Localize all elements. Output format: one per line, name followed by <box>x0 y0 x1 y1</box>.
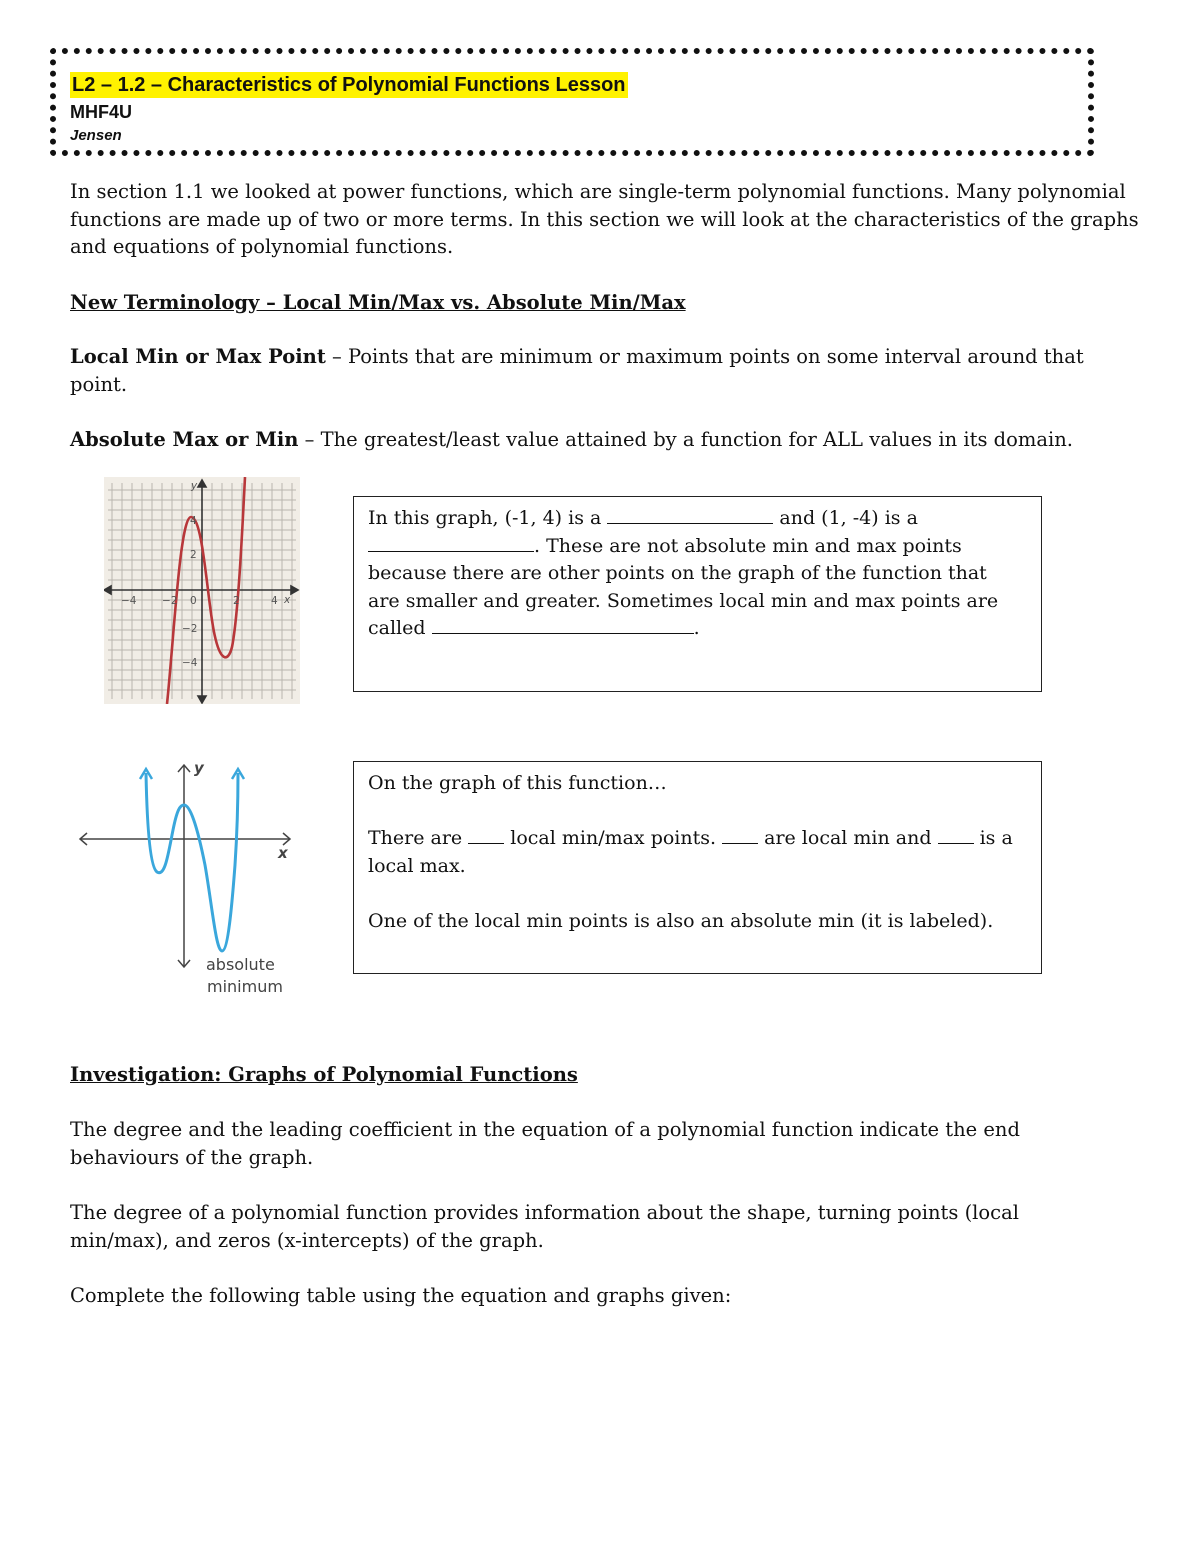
tick-label: −4 <box>121 595 137 607</box>
investigation-paragraph-3: Complete the following table using the equation and graphs given: <box>70 1284 732 1307</box>
tick-label: 0 <box>190 595 197 607</box>
investigation-paragraph-1: The degree and the leading coefficient in the equation of a polynomial function indicate the end behaviours of the graph. <box>70 1118 1020 1169</box>
fill-in-blank[interactable] <box>938 827 974 844</box>
fill-in-blank[interactable] <box>468 827 504 844</box>
fill-in-blank[interactable] <box>432 617 694 634</box>
local-points-question-box <box>353 496 1042 692</box>
box1-text: called <box>368 617 432 639</box>
end-arrows <box>140 769 244 779</box>
box2-line: One of the local min points is also an absolute min (it is labeled). <box>368 909 994 932</box>
box2-text: local min/max points. <box>504 827 723 849</box>
absolute-term: Absolute Max or Min <box>70 428 299 451</box>
graph1-y-label: y <box>191 480 198 492</box>
box1-line <box>368 533 1029 561</box>
graph1-x-label: x <box>284 594 291 606</box>
absolute-def-text: – The greatest/least value attained by a function for ALL values in its domain. <box>298 428 1073 451</box>
box1-text: . <box>693 617 700 639</box>
tick-label: 2 <box>233 595 240 607</box>
axes <box>80 765 290 967</box>
investigation-heading: Investigation: Graphs of Polynomial Functions <box>70 1063 578 1086</box>
fill-in-blank[interactable] <box>368 535 534 552</box>
page-title: L2 – 1.2 – Characteristics of Polynomial Functions Lesson <box>72 74 626 96</box>
box2-line: local max. <box>368 854 466 877</box>
box2-line: On the graph of this function… <box>368 772 667 794</box>
fill-in-blank[interactable] <box>722 827 758 844</box>
quartic-curve <box>146 773 238 951</box>
author-name: Jensen <box>70 127 122 144</box>
tick-label: 2 <box>190 549 197 561</box>
graph2-x-label: x <box>278 844 288 862</box>
box2-spacer <box>368 880 1029 908</box>
box1-line <box>368 505 1029 533</box>
tick-label: −2 <box>162 595 178 607</box>
absolute-minimum-label: absolute <box>206 955 275 974</box>
absolute-minimum-label: minimum <box>207 977 283 996</box>
graph2-y-label: y <box>194 759 204 777</box>
local-def-text: – Points that are minimum or maximum points on some interval around that point. <box>70 345 1084 396</box>
tick-label: −4 <box>182 657 198 669</box>
course-code: MHF4U <box>70 102 132 122</box>
fill-in-blank[interactable] <box>607 507 773 524</box>
box1-line: because there are other points on the graph of the function that <box>368 562 987 584</box>
local-definition <box>70 343 1140 398</box>
box1-text: and (1, -4) is a <box>773 507 918 529</box>
tick-label: −2 <box>182 623 198 635</box>
investigation-paragraph-2: The degree of a polynomial function provides information about the shape, turning points (local min/max), and zeros (x-intercepts) of the graph. <box>70 1201 1019 1252</box>
box2-text: is a <box>973 827 1013 849</box>
absolute-definition <box>70 426 1170 454</box>
box1-text: In this graph, (-1, 4) is a <box>368 507 608 529</box>
box1-line <box>368 615 1029 643</box>
box2-line <box>368 825 1029 853</box>
terminology-heading: New Terminology – Local Min/Max vs. Absolute Min/Max <box>70 291 686 314</box>
intro-paragraph: In section 1.1 we looked at power functions, which are single-term polynomial functions. Many polynomial functions are made up of two or more terms. In this section we will look at the characteristics of the graphs and equations of polynomial functions. <box>70 180 1139 258</box>
quartic-graph <box>70 755 310 1000</box>
cubic-graph <box>104 477 300 704</box>
box1-line: are smaller and greater. Sometimes local min and max points are <box>368 589 999 612</box>
tick-label: 4 <box>190 515 197 527</box>
header-box <box>50 48 1094 156</box>
box1-text: . These are not absolute min and max points <box>534 534 962 557</box>
turning-points-question-box <box>353 761 1042 974</box>
local-term: Local Min or Max Point <box>70 345 326 368</box>
tick-label: 4 <box>271 595 278 607</box>
box2-text: are local min and <box>758 827 938 849</box>
box2-text: There are <box>368 827 469 849</box>
box2-spacer <box>368 798 1029 826</box>
